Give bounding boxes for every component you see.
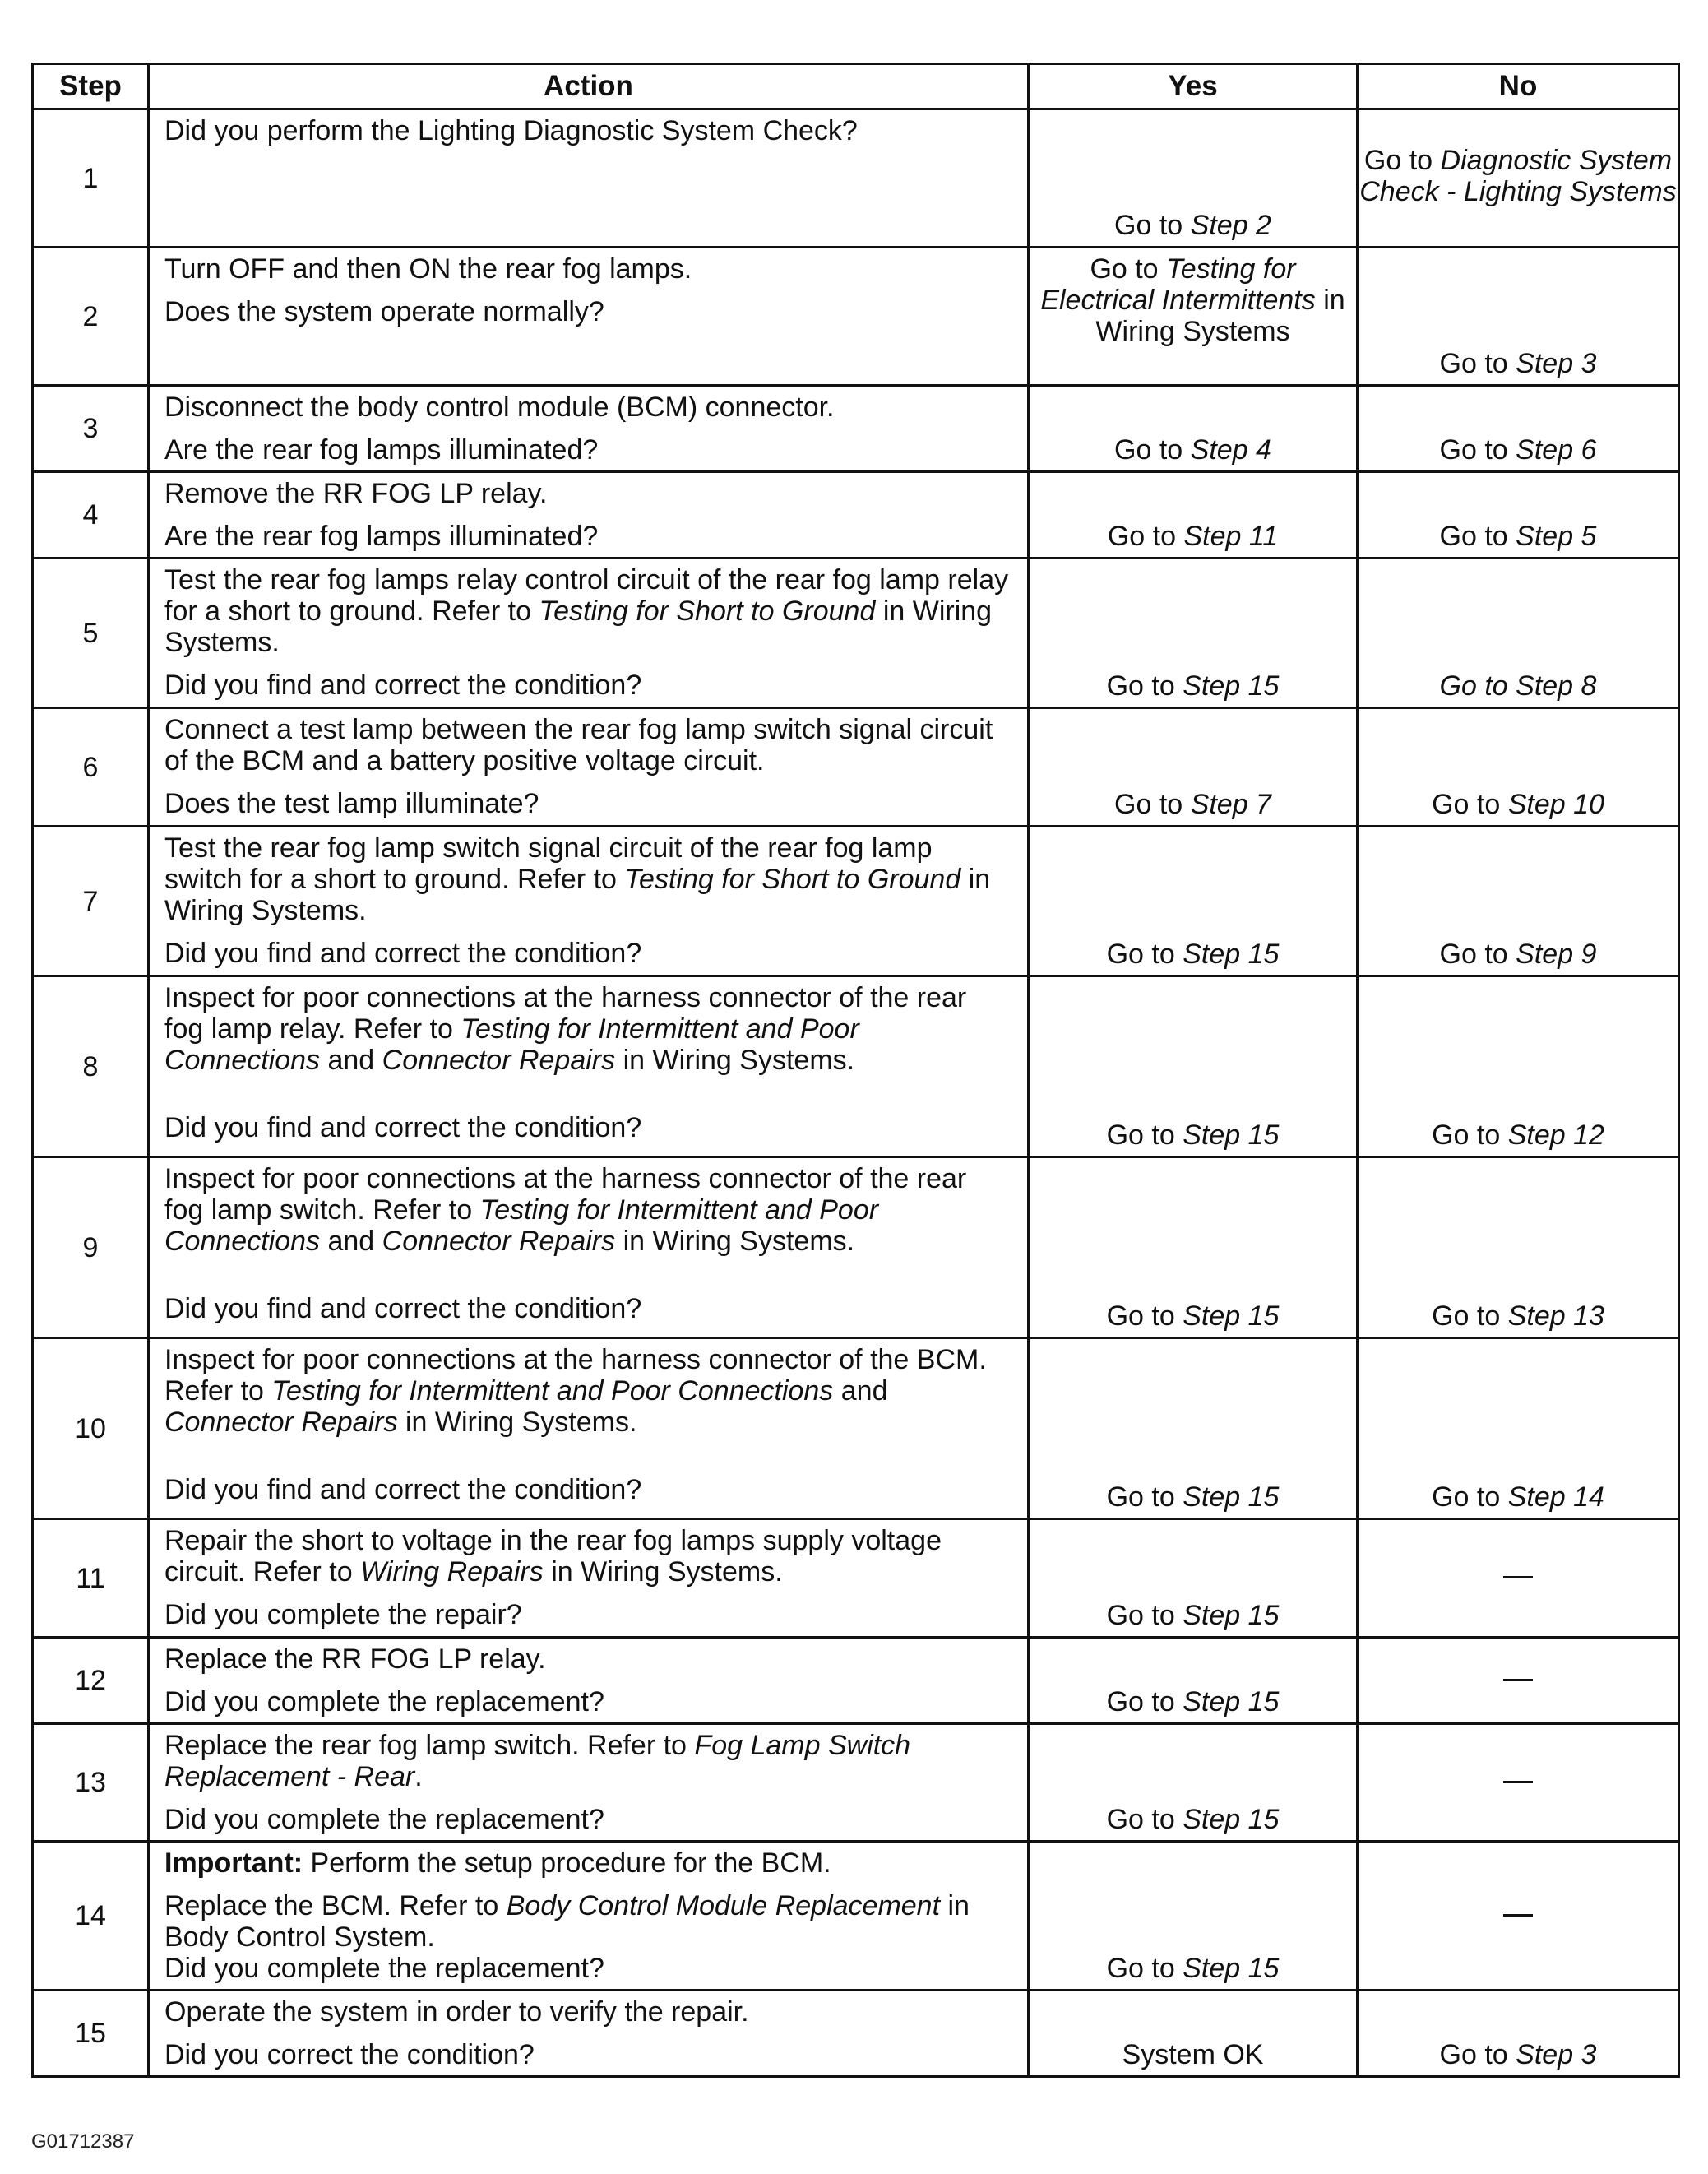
action-text: Turn OFF and then ON the rear fog lamps. bbox=[164, 253, 692, 285]
step-link: Step 12 bbox=[1507, 1119, 1604, 1151]
action-cell bbox=[149, 472, 1029, 559]
go-to-label: Go to bbox=[1432, 1119, 1501, 1151]
action-cell bbox=[149, 1638, 1029, 1724]
yes-cell bbox=[1029, 1724, 1358, 1842]
no-cell bbox=[1358, 472, 1679, 559]
action-question: Did you complete the replacement? bbox=[164, 1804, 604, 1835]
step-link: Step 9 bbox=[1516, 939, 1597, 970]
action-text: Repair the short to voltage in the rear fog lamps supply voltage circuit. Refer to Wiring Repairs in Wiring Systems. bbox=[164, 1525, 942, 1588]
step-number: 15 bbox=[33, 1991, 149, 2077]
go-to-label: Go to bbox=[1106, 1481, 1175, 1513]
table-row bbox=[33, 386, 1679, 472]
no-cell bbox=[1358, 1519, 1679, 1638]
step-number: 2 bbox=[33, 248, 149, 386]
step-link: Step 4 bbox=[1190, 434, 1271, 466]
table-row bbox=[33, 248, 1679, 386]
action-question: Are the rear fog lamps illuminated? bbox=[164, 434, 599, 466]
step-link: Step 2 bbox=[1190, 210, 1271, 241]
table-row bbox=[33, 1991, 1679, 2077]
yes-cell bbox=[1029, 708, 1358, 827]
action-cell bbox=[149, 1724, 1029, 1842]
procedure-link: Testing for Short to Ground bbox=[624, 864, 961, 895]
step-link: Step 7 bbox=[1190, 789, 1271, 820]
no-cell bbox=[1358, 1638, 1679, 1724]
no-cell bbox=[1358, 248, 1679, 386]
table-row bbox=[33, 1157, 1679, 1338]
step-link: Step 6 bbox=[1516, 434, 1597, 466]
dash-mark bbox=[1503, 1576, 1533, 1578]
go-to-label: Go to bbox=[1114, 210, 1183, 241]
yes-cell bbox=[1029, 1842, 1358, 1991]
yes-cell bbox=[1029, 827, 1358, 976]
step-number: 12 bbox=[33, 1638, 149, 1724]
step-link: Step 3 bbox=[1516, 2039, 1597, 2070]
action-question: Did you find and correct the condition? bbox=[164, 670, 642, 701]
header-action: Action bbox=[149, 64, 1029, 109]
procedure-link: Connector Repairs bbox=[382, 1045, 616, 1076]
procedure-link: Body Control Module Replacement bbox=[506, 1890, 941, 1921]
go-to-label: Go to bbox=[1106, 1300, 1175, 1332]
step-number: 6 bbox=[33, 708, 149, 827]
step-link: Step 13 bbox=[1507, 1300, 1604, 1332]
step-link: Step 10 bbox=[1507, 789, 1604, 820]
header-step: Step bbox=[33, 64, 149, 109]
procedure-link: Testing for Short to Ground bbox=[539, 596, 876, 627]
important-note: Important: Perform the setup procedure for the BCM. bbox=[164, 1847, 831, 1879]
procedure-link: Testing for Intermittent and Poor Connections bbox=[164, 1013, 859, 1076]
go-to-label: Go to bbox=[1439, 348, 1508, 379]
step-link: Step 3 bbox=[1516, 348, 1597, 379]
header-yes: Yes bbox=[1029, 64, 1358, 109]
no-cell bbox=[1358, 1157, 1679, 1338]
go-to-label: Go to bbox=[1106, 670, 1175, 702]
step-number: 4 bbox=[33, 472, 149, 559]
action-text: Inspect for poor connections at the harness connector of the rear fog lamp relay. Refer to Testing for Intermittent and Poor Connections and Connector Repairs in Wiring Systems. bbox=[164, 982, 967, 1076]
action-question: Did you complete the repair? bbox=[164, 1599, 522, 1630]
step-link: Step 5 bbox=[1516, 521, 1597, 552]
table-row bbox=[33, 109, 1679, 248]
action-cell bbox=[149, 1519, 1029, 1638]
yes-cell bbox=[1029, 976, 1358, 1157]
step-number: 14 bbox=[33, 1842, 149, 1991]
no-cell bbox=[1358, 386, 1679, 472]
step-link: Step 15 bbox=[1183, 1804, 1280, 1835]
action-question: Does the test lamp illuminate? bbox=[164, 788, 539, 819]
step-link: Step 15 bbox=[1183, 1600, 1280, 1631]
yes-cell bbox=[1029, 109, 1358, 248]
action-cell bbox=[149, 1991, 1029, 2077]
action-text: Replace the rear fog lamp switch. Refer to Fog Lamp Switch Replacement - Rear. bbox=[164, 1730, 911, 1792]
step-link: Step 15 bbox=[1183, 1686, 1280, 1717]
action-question: Did you complete the replacement? bbox=[164, 1953, 604, 1984]
go-to-label: Go to bbox=[1106, 1953, 1175, 1984]
yes-cell bbox=[1029, 1991, 1358, 2077]
action-text: Connect a test lamp between the rear fog lamp switch signal circuit of the BCM and a battery positive voltage circuit. bbox=[164, 714, 993, 776]
step-link: Step 15 bbox=[1183, 1953, 1280, 1984]
header-row bbox=[33, 64, 1679, 109]
action-question: Did you find and correct the condition? bbox=[164, 1293, 642, 1324]
header-no: No bbox=[1358, 64, 1679, 109]
action-cell bbox=[149, 559, 1029, 708]
yes-cell bbox=[1029, 472, 1358, 559]
diagnostic-table bbox=[31, 63, 1680, 2078]
go-to-label: Go to bbox=[1090, 253, 1159, 285]
step-number: 8 bbox=[33, 976, 149, 1157]
procedure-link: Fog Lamp Switch Replacement - Rear bbox=[164, 1730, 911, 1792]
action-text: Replace the BCM. Refer to Body Control Module Replacement in Body Control System. bbox=[164, 1890, 970, 1953]
action-question: Did you find and correct the condition? bbox=[164, 1474, 642, 1505]
table-row bbox=[33, 1519, 1679, 1638]
procedure-link: Connector Repairs bbox=[382, 1226, 616, 1257]
go-to-label: Go to bbox=[1439, 2039, 1508, 2070]
step-link: Step 14 bbox=[1507, 1481, 1604, 1513]
go-to-label: Go to bbox=[1106, 1119, 1175, 1151]
action-text: Replace the RR FOG LP relay. bbox=[164, 1643, 546, 1675]
action-text: Disconnect the body control module (BCM) connector. bbox=[164, 392, 835, 423]
no-cell bbox=[1358, 1338, 1679, 1519]
go-to-label: Go to bbox=[1439, 521, 1508, 552]
yes-cell bbox=[1029, 248, 1358, 386]
step-link: Go to Step 8 bbox=[1439, 670, 1597, 702]
step-link: Step 15 bbox=[1183, 670, 1280, 702]
go-to-label: Go to bbox=[1439, 939, 1508, 970]
no-cell bbox=[1358, 827, 1679, 976]
step-number: 3 bbox=[33, 386, 149, 472]
procedure-link: Diagnostic System Check - Lighting Systems bbox=[1359, 144, 1677, 207]
action-text: Inspect for poor connections at the harness connector of the rear fog lamp switch. Refer to Testing for Intermittent and Poor Connections and Connector Repairs in Wiring Systems. bbox=[164, 1163, 967, 1257]
action-cell bbox=[149, 976, 1029, 1157]
step-number: 7 bbox=[33, 827, 149, 976]
go-to-label: Go to bbox=[1432, 1300, 1501, 1332]
action-cell bbox=[149, 1842, 1029, 1991]
step-number: 1 bbox=[33, 109, 149, 248]
step-link: Step 15 bbox=[1183, 939, 1280, 970]
yes-cell bbox=[1029, 559, 1358, 708]
table-row bbox=[33, 827, 1679, 976]
go-to-label: Go to bbox=[1439, 434, 1508, 466]
result-text: System OK bbox=[1122, 2039, 1264, 2070]
dash-mark bbox=[1503, 1679, 1533, 1681]
step-number: 13 bbox=[33, 1724, 149, 1842]
yes-cell bbox=[1029, 1338, 1358, 1519]
no-cell bbox=[1358, 708, 1679, 827]
action-question: Did you correct the condition? bbox=[164, 2039, 535, 2070]
procedure-link: Connector Repairs bbox=[164, 1407, 398, 1438]
go-to-label: Go to bbox=[1106, 1804, 1175, 1835]
no-cell bbox=[1358, 1991, 1679, 2077]
action-cell bbox=[149, 708, 1029, 827]
go-to-label: Go to bbox=[1363, 144, 1433, 176]
procedure-link: Testing for Intermittent and Poor Connections bbox=[164, 1194, 879, 1257]
figure-id: G01712387 bbox=[31, 2130, 135, 2153]
step-number: 10 bbox=[33, 1338, 149, 1519]
action-text: Remove the RR FOG LP relay. bbox=[164, 478, 548, 509]
go-to-label: Go to bbox=[1432, 1481, 1501, 1513]
go-to-label: Go to bbox=[1106, 1686, 1175, 1717]
action-text: Test the rear fog lamp switch signal circuit of the rear fog lamp switch for a short to ground. Refer to Testing for Short to Ground in Wiring Systems. bbox=[164, 832, 991, 926]
action-cell bbox=[149, 1157, 1029, 1338]
action-question: Did you find and correct the condition? bbox=[164, 938, 642, 969]
action-text: Did you perform the Lighting Diagnostic System Check? bbox=[164, 115, 858, 146]
yes-cell bbox=[1029, 1519, 1358, 1638]
no-cell bbox=[1358, 109, 1679, 248]
table-row bbox=[33, 1842, 1679, 1991]
step-number: 9 bbox=[33, 1157, 149, 1338]
important-label: Important: bbox=[164, 1847, 303, 1879]
go-to-label: Go to bbox=[1114, 434, 1183, 466]
link-suffix: in Wiring Systems bbox=[1095, 285, 1345, 347]
action-cell bbox=[149, 827, 1029, 976]
action-cell bbox=[149, 386, 1029, 472]
step-link: Step 15 bbox=[1183, 1300, 1280, 1332]
action-cell bbox=[149, 248, 1029, 386]
action-cell bbox=[149, 1338, 1029, 1519]
procedure-link: Testing for Intermittent and Poor Connections bbox=[271, 1375, 834, 1407]
yes-cell bbox=[1029, 1157, 1358, 1338]
go-to-label: Go to bbox=[1106, 1600, 1175, 1631]
no-cell bbox=[1358, 1724, 1679, 1842]
action-question: Did you complete the replacement? bbox=[164, 1686, 604, 1717]
table-row bbox=[33, 1338, 1679, 1519]
table-row bbox=[33, 708, 1679, 827]
no-cell bbox=[1358, 559, 1679, 708]
go-to-label: Go to bbox=[1107, 521, 1177, 552]
table-row bbox=[33, 559, 1679, 708]
procedure-link: Wiring Repairs bbox=[360, 1556, 544, 1588]
dash-mark bbox=[1503, 1914, 1533, 1917]
yes-cell bbox=[1029, 1638, 1358, 1724]
action-text: Operate the system in order to verify the repair. bbox=[164, 1996, 749, 2028]
step-number: 5 bbox=[33, 559, 149, 708]
table-row bbox=[33, 1638, 1679, 1724]
no-cell bbox=[1358, 976, 1679, 1157]
go-to-label: Go to bbox=[1114, 789, 1183, 820]
table-row bbox=[33, 976, 1679, 1157]
go-to-label: Go to bbox=[1432, 789, 1501, 820]
action-text: Test the rear fog lamps relay control circuit of the rear fog lamp relay for a short to ground. Refer to Testing for Short to Ground in Wiring Systems. bbox=[164, 564, 1009, 658]
action-question: Are the rear fog lamps illuminated? bbox=[164, 521, 599, 552]
action-cell bbox=[149, 109, 1029, 248]
step-link: Step 15 bbox=[1183, 1119, 1280, 1151]
no-cell bbox=[1358, 1842, 1679, 1991]
table-row bbox=[33, 472, 1679, 559]
action-text: Inspect for poor connections at the harness connector of the BCM. Refer to Testing for Intermittent and Poor Connections and Connector Repairs in Wiring Systems. bbox=[164, 1344, 987, 1438]
table-row bbox=[33, 1724, 1679, 1842]
step-link: Step 11 bbox=[1183, 521, 1279, 552]
dash-mark bbox=[1503, 1781, 1533, 1783]
action-question: Does the system operate normally? bbox=[164, 296, 604, 327]
step-number: 11 bbox=[33, 1519, 149, 1638]
yes-cell bbox=[1029, 386, 1358, 472]
go-to-label: Go to bbox=[1106, 939, 1175, 970]
step-link: Step 15 bbox=[1183, 1481, 1280, 1513]
action-question: Did you find and correct the condition? bbox=[164, 1112, 642, 1143]
procedure-link: Testing for Electrical Intermittents bbox=[1040, 253, 1316, 316]
